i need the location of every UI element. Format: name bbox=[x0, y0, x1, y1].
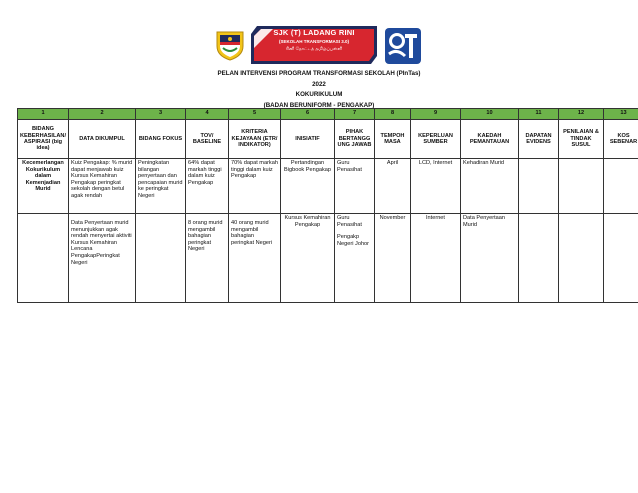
cell-tov: 8 orang murid mengambil bahagian peringkat Negeri bbox=[186, 214, 229, 303]
pihak-guru: Guru Penasihat bbox=[337, 215, 362, 228]
cell-tov: 64% dapat markah tinggi dalam kuiz Pengakap bbox=[186, 159, 229, 214]
intervention-plan-table bbox=[17, 108, 638, 303]
cell-data: Data Penyertaan murid menunjukkan agak rendah menyertai aktiviti Kursus Kemahiran Lencana PengakapPeringkat Negeri bbox=[69, 214, 136, 303]
col-number: 5 bbox=[229, 109, 281, 120]
column-number-row bbox=[18, 109, 638, 120]
header-pihak: PIHAK BERTANGG UNG JAWAB bbox=[335, 120, 375, 159]
table-row bbox=[18, 214, 638, 303]
cell-kos bbox=[604, 159, 638, 214]
header-tov: TOV/ BASELINE bbox=[186, 120, 229, 159]
header-inisiatif: INISIATIF bbox=[281, 120, 335, 159]
cell-pihak bbox=[335, 214, 375, 303]
col-number: 3 bbox=[136, 109, 186, 120]
transformation-logo-icon bbox=[383, 26, 423, 66]
col-number: 6 bbox=[281, 109, 335, 120]
cell-kaedah: Kehadiran Murid bbox=[461, 159, 519, 214]
cell-penilaian bbox=[559, 214, 604, 303]
pihak-negeri: Pengakp Negeri Johor bbox=[337, 234, 370, 247]
col-number: 9 bbox=[411, 109, 461, 120]
cell-keperluan: Internet bbox=[411, 214, 461, 303]
cell-kos bbox=[604, 214, 638, 303]
header-kriteria: KRITERIA KEJAYAAN (ETR/ INDIKATOR) bbox=[229, 120, 281, 159]
banner-text bbox=[251, 28, 377, 52]
cell-keperluan: LCD, Internet bbox=[411, 159, 461, 214]
header-keperluan: KEPERLUAN SUMBER bbox=[411, 120, 461, 159]
col-number: 11 bbox=[519, 109, 559, 120]
school-crest-icon bbox=[213, 28, 247, 62]
col-number: 12 bbox=[559, 109, 604, 120]
cell-data: Kuiz Pengakap: % murid dapat menjawab kuiz Kursus Kemahiran Pengakap peringkat sekolah dengan betul agak rendah bbox=[69, 159, 136, 214]
cell-fokus bbox=[136, 214, 186, 303]
cell-kriteria: 40 orang murid mengambil bahagian peringkat Negeri bbox=[229, 214, 281, 303]
cell-kriteria: 70% dapat markah tinggi dalam kuiz Pengakap bbox=[229, 159, 281, 214]
cell-fokus: Peningkatan bilangan penyertaan dan pencapaian murid ke peringkat Negeri bbox=[136, 159, 186, 214]
header-bidang: BIDANG KEBERHASILAN/ ASPIRASI (big idea) bbox=[18, 120, 69, 159]
cell-bidang: Kecemerlangan Kokurikulum dalam Kemenjadian Murid bbox=[18, 159, 69, 214]
school-name: SJK (T) LADANG RINI bbox=[273, 28, 355, 37]
col-number: 10 bbox=[461, 109, 519, 120]
col-number: 13 bbox=[604, 109, 638, 120]
column-header-row bbox=[18, 120, 638, 159]
col-number: 1 bbox=[18, 109, 69, 120]
cell-bidang bbox=[18, 214, 69, 303]
cell-dapatan bbox=[519, 159, 559, 214]
header-tempoh: TEMPOH MASA bbox=[375, 120, 411, 159]
header-kos: KOS SEBENAR bbox=[604, 120, 638, 159]
school-tamil-name: ரினி தோட்டத் தமிழ்ப்பள்ளி bbox=[285, 46, 343, 51]
title-line-4: (BADAN BERUNIFORM - PENGAKAP) bbox=[263, 101, 375, 109]
logo-row bbox=[0, 22, 638, 66]
document-titles bbox=[0, 69, 638, 111]
school-subtitle: (SEKOLAH TRANSFORMASI 3.0) bbox=[278, 39, 349, 44]
title-line-2: 2022 bbox=[312, 80, 326, 88]
header-kaedah: KAEDAH PEMANTAUAN bbox=[461, 120, 519, 159]
cell-inisiatif: Pertandingan Bigbook Pengakap bbox=[281, 159, 335, 214]
table-row bbox=[18, 159, 638, 214]
header-dapatan: DAPATAN EVIDENS bbox=[519, 120, 559, 159]
title-line-3: KOKURIKULUM bbox=[295, 91, 343, 98]
title-line-1: PELAN INTERVENSI PROGRAM TRANSFORMASI SEKOLAH (PInTas) bbox=[217, 70, 421, 77]
col-number: 8 bbox=[375, 109, 411, 120]
col-number: 4 bbox=[186, 109, 229, 120]
col-number: 2 bbox=[69, 109, 136, 120]
cell-inisiatif: Kursus Kemahiran Pengakap bbox=[281, 214, 335, 303]
cell-dapatan bbox=[519, 214, 559, 303]
cell-kaedah: Data Penyertaan Murid bbox=[461, 214, 519, 303]
header-fokus: BIDANG FOKUS bbox=[136, 120, 186, 159]
cell-pihak: Guru Penasihat bbox=[335, 159, 375, 214]
header-data: DATA DIKUMPUL bbox=[69, 120, 136, 159]
header-penilaian: PENILAIAN & TINDAK SUSUL bbox=[559, 120, 604, 159]
cell-tempoh: November bbox=[375, 214, 411, 303]
cell-penilaian bbox=[559, 159, 604, 214]
cell-tempoh: April bbox=[375, 159, 411, 214]
col-number: 7 bbox=[335, 109, 375, 120]
